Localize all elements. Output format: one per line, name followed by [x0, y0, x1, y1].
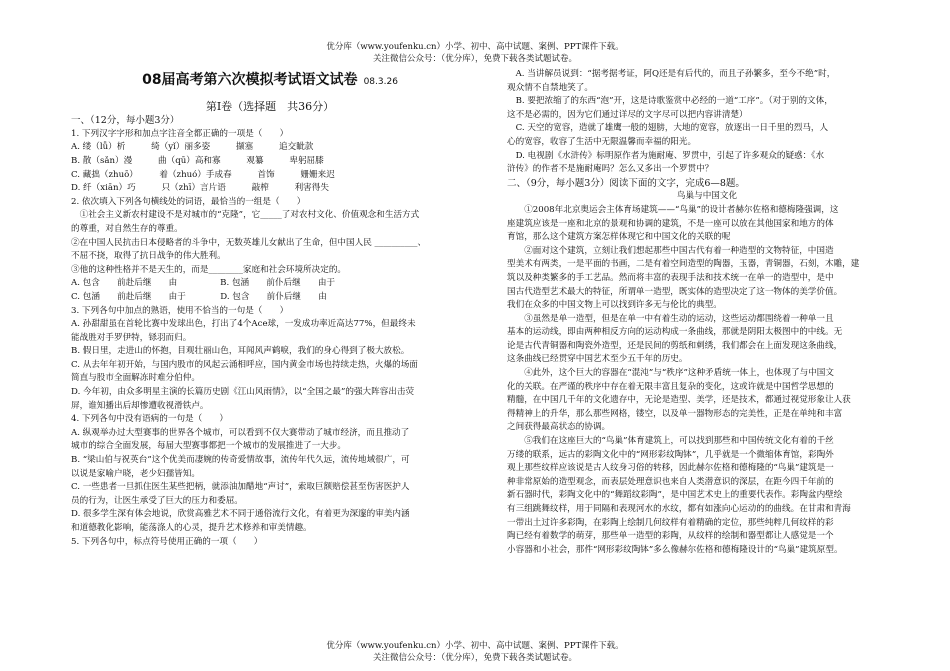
page-footer	[0, 640, 950, 664]
text-line: C. 包涵 前赴后继 由于 D. 包含 前仆后继 由	[71, 291, 327, 302]
text-line: 国古代造型艺术最大的特征，所谓单一造型，既实体的造型决定了这一物体的美学价值。	[507, 286, 843, 297]
text-line: 这不是必需的，因为它们通过详尽的文字尽可以把内容讲清楚）	[507, 109, 748, 120]
text-line: D. 很多学生深有体会地说，欣赏高雅艺术不同于通俗流行文化，有着更为深邃的审美内涵	[71, 509, 410, 520]
text-line: 这条曲线已经贯穿中国艺术至少五千年的历史。	[507, 354, 688, 365]
text-line: 1. 下列汉字字形和加点字注音全都正确的一项是（ ）	[71, 128, 289, 139]
passage-text	[507, 204, 907, 557]
text-line: 育馆，那么这个建筑方案怎样体现它和中国文化的关联的呢	[507, 232, 731, 243]
text-line: 3. 下列各句中加点的熟语，使用不恰当的一句是（ ）	[71, 305, 289, 316]
text-line: 5. 下列各句中，标点符号使用正确的一项（ ）	[71, 536, 263, 547]
footer-line-1: 优分库（www.youfenku.cn）小学、初中、高中试题、案例、PPT课件下载。	[326, 641, 624, 651]
text-line: ③他的这种性格并不是天生的，而是________家庭和社会环境所决定的。	[71, 264, 347, 275]
text-line: 化的关联。在严谨的秩序中存在着无限丰富且复杂的变化，这或许就是中国哲学思想的	[507, 381, 834, 392]
exam-date: 08.3.26	[363, 77, 398, 87]
text-line: 一带出土过许多彩陶，在彩陶上绘制几何纹样有着精确的定位，那些纯粹几何纹样的彩	[507, 517, 834, 528]
text-line: 和道德教化影响，能荡涤人的心灵，提升艺术修养和审美情趣。	[71, 523, 312, 533]
passage-title: 鸟巢与中国文化	[676, 191, 738, 202]
text-line: 精髓，在中国几千年的文化遗存中，无论是造型、美学，还是技术，都通过视觉形象让人获	[507, 395, 851, 406]
text-line: A. 包含 前赴后继 由 B. 包涵 前仆后继 由于	[71, 278, 336, 289]
text-line: 小容器和小社会，那件“网形彩纹陶钵”多么像赫尔佐格和德梅隆设计的“鸟巢”建筑原型。	[507, 544, 843, 555]
header-line-1: 优分库（www.youfenku.cn）小学、初中、高中试题、案例、PPT课件下载。	[326, 42, 624, 52]
text-line: ⑤我们在这座巨大的“鸟巢”体育建筑上，可以找到那些和中国传统文化有着的千丝	[507, 436, 834, 447]
text-line: 之间获得最高状态的协调。	[507, 422, 611, 433]
text-line: 种非常原始的造型观念，而表层处理意识也来自人类潜意识的深层，在距今四千年前的	[507, 476, 834, 487]
text-line: 不屈不挠，取得了抗日战争的伟大胜利。	[71, 251, 226, 262]
text-line: 员的行为，让医生承受了巨大的压力和委屈。	[71, 495, 243, 506]
text-line: 得精神上的升华，那么那些网格，镂空，以及单一器物形态的完美性，正是在单纯和丰富	[507, 408, 843, 419]
header-line-2: 关注微信公众号：（优分库），免费下载各类试题试卷。	[372, 54, 577, 64]
text-line: 浒传》的作者不是施耐庵吗？怎么又多出一个罗贯中？	[507, 164, 714, 175]
text-line: 2. 依次填入下列各句横线处的词语，最恰当的一组是（ ）	[71, 196, 306, 207]
text-line: 型美术有两类，一是平面的书画，二是有着空间造型的陶器，玉器，青铜器，石刻，木雕，建	[507, 259, 860, 270]
text-line: B. 散（sǎn）漫 曲（qū）高和寡 观纂 卑躬屈膝	[71, 155, 324, 166]
text-line: ②在中国人民抗击日本侵略者的斗争中，无数英雄儿女献出了生命，但中国人民 __________、	[71, 237, 427, 248]
text-line: B. “梁山伯与祝英台”这个优美而凄婉的传奇爱情故事，流传年代久远，流传地域很广，可	[71, 455, 410, 466]
text-line: 有三组跳舞纹样，用于同隔和表现河水的水纹，都有如涨向心运动的的曲线。在甘肃和青海	[507, 504, 851, 514]
text-line: ①2008年北京奥运会主体育场建筑——“鸟巢”的设计者赫尔佐格和德梅隆强调，这	[507, 204, 839, 215]
text-line: ④此外，这个巨大的容器在“混沌”与“秩序”这种矛盾统一体上，也体现了与中国文	[507, 368, 834, 379]
text-line: 的尊重，对自然生存的尊重。	[71, 223, 183, 234]
section-heading-volume1: 第Ⅰ卷（选择题 共36分）	[205, 99, 335, 113]
text-line: A. 孙甜甜虽在首轮比赛中发球出色，打出了4个Ace球，一发成功率近高达77%，但最终未	[71, 319, 416, 330]
text-line: D. 今年初，由众多明星主演的长篇历史剧《江山风雨情》，以“全国之最”的强大阵容出击荧	[71, 387, 415, 398]
text-line: ①社会主义新农村建设不是对城市的“克隆”，它_____了对农村文化、价值观念和生活方式	[71, 210, 420, 221]
text-line: B. 要把浓缩了的东西“泡”开，这是诗歌鉴赏中必经的一道“工序”。（对于别的文体，	[507, 96, 833, 107]
text-line: 4. 下列各句中没有语病的一句是（ ）	[71, 414, 229, 425]
text-line: 以说是家喻户晓，老少妇孺皆知。	[71, 468, 200, 479]
text-line: 我们在众多的中国文物上可以找到许多无与伦比的典型。	[507, 300, 722, 311]
text-line: A. 当讲解员说到：“据考据考证，阿Q还是有后代的，而且子孙繁多，至今不绝”时，	[507, 69, 836, 79]
left-question-text	[71, 128, 469, 549]
text-line: C. 藏拙（zhuō） 着（zhuó）手成春 首饰 姗姗来迟	[71, 169, 335, 180]
page-header	[0, 41, 950, 65]
left-column	[71, 66, 469, 549]
right-question-options	[507, 68, 907, 177]
exam-title: 08届高考第六次模拟考试语文试卷 08.3.26	[142, 72, 398, 88]
text-line: 筑以及种类繁多的手工艺品。然而将丰富的表现手法和技术统一在单一的造型中，是中	[507, 272, 834, 283]
text-line: ③虽然是单一造型，但是在单一中有着生动的运动，这些运动都围绕着一种单一且	[507, 313, 834, 324]
text-line: 新石器时代，彩陶文化中的“舞蹈纹彩陶”，是中国艺术史上的重要代表作。彩陶盆内壁绘	[507, 490, 843, 501]
text-line: 陶已经有着数学的萌芽，那些单一造型的彩陶，从纹样的绘制和器型都让人感觉是一个	[507, 531, 834, 542]
text-line: 屏，谁知播出后却惨遭收视滑铁卢。	[71, 400, 209, 411]
text-line: ②面对这个建筑，立刻让我们想起那些中国古代有着一种造型的文物特征，中国造	[507, 245, 834, 256]
text-line: B. 假日里，走进山的怀抱，目观壮丽山色，耳闻风声鹤唳，我们的身心得到了极大放松。	[71, 346, 410, 357]
text-line: 观上那些纹样应该说是古人纹身习俗的转移，因此赫尔佐格和德梅隆的“鸟巢”建筑是一	[507, 463, 834, 474]
text-line: 座建筑应该是一座和北京的景观和协调的建筑，不是一座可以放在其他国家和地方的体	[507, 218, 834, 229]
footer-line-2: 关注微信公众号：（优分库），免费下载各类试题试卷。	[372, 653, 577, 663]
part-two-heading: 二、（9分，每小题3分）阅读下面的文字，完成6—8题。	[507, 177, 745, 189]
part-one-heading: 一、（12分，每小题3分）	[71, 115, 180, 127]
text-line: 能战胜对手罗伊特，铩羽而归。	[71, 332, 192, 343]
text-line: C. 一些患者一旦抓住医生某些把柄，就添油加醋地“声讨”，索取巨额赔偿甚至伤害医护人	[71, 482, 410, 493]
text-line: 观众情不自禁地笑了。	[507, 82, 593, 93]
text-line: D. 电视剧《水浒传》标明原作者为施耐庵、罗贯中，引起了许多观众的疑惑：《水	[507, 150, 825, 161]
text-line: C. 天空的宽容，造就了雄鹰一般的翅膀，大地的宽容，放逐出一日千里的烈马，人	[507, 123, 829, 134]
text-line: A. 缕（lǚ）析 绮（yǐ）丽多姿 撷塞 追交眦款	[71, 142, 314, 153]
text-line: A. 纵观举办过大型赛事的世界各个城市，可以看到不仅大赛带动了城市经济，而且推动了	[71, 427, 410, 438]
text-line: 简直与股市全面解冻时难分伯仲。	[71, 373, 200, 384]
text-line: 城市的综合全面发展，每届大型赛事都把一个城市的发展推进了一大步。	[71, 441, 347, 452]
text-line: D. 纤（xiān）巧 只（zhī）言片语 敲榨 利害得失	[71, 183, 329, 194]
text-line: 心的宽容，收容了生活中无限温馨而幸福的阳光。	[507, 136, 697, 147]
text-line: 万缕的联系，远古的彩陶文化中的“网形彩纹陶钵”，几乎就是一个微缩体育馆，彩陶外	[507, 449, 834, 460]
right-column	[507, 68, 907, 557]
text-line: 论是古代青铜器和陶瓷外造型，还是民间的剪纸和刺绣，我们都会在上面发现这条曲线，	[507, 340, 843, 351]
text-line: C. 从去年年初开始，与国内股市的风起云涌相呼应，国内黄金市场也持续走热，火爆的场面	[71, 359, 418, 370]
text-line: 基本的运动线，即由两种相反方向的运动构成一条曲线，那就是阴阳太极图中的中线。无	[507, 327, 843, 338]
